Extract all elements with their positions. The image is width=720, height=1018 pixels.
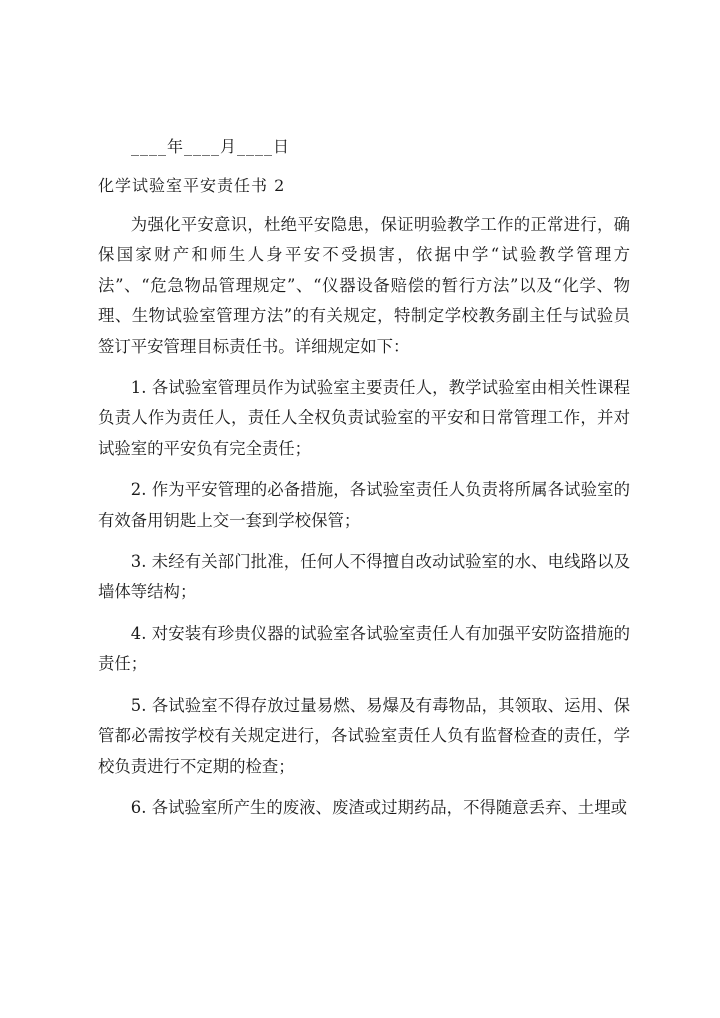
date-line: ____年____月____日 bbox=[131, 137, 291, 156]
intro-paragraph: 为强化平安意识，杜绝平安隐患，保证明验教学工作的正常进行，确保国家财产和师生人身平安不受损害，依据中学“试验教学管理方法”、“危急物品管理规定”、“仪器设备赔偿的暂行方法”以及“化学、物理、生物试验室管理方法”的有关规定，特制定学校教务副主任与试验员签订平安管理目标责任书。详细规定如下： bbox=[98, 215, 630, 356]
rule-paragraph-5: 5. 各试验室不得存放过量易燃、易爆及有毒物品，其领取、运用、保管都必需按学校有关规定进行，各试验室责任人负有监督检查的责任，学校负责进行不定期的检查； bbox=[98, 695, 630, 776]
rule-paragraph-1: 1. 各试验室管理员作为试验室主要责任人，教学试验室由相关性课程负责人作为责任人，责任人全权负责试验室的平安和日常管理工作，并对试验室的平安负有完全责任； bbox=[98, 378, 630, 458]
document-title: 化学试验室平安责任书 2 bbox=[98, 176, 286, 195]
rule-paragraph-4: 4. 对安装有珍贵仪器的试验室各试验室责任人有加强平安防盗措施的责任； bbox=[98, 623, 630, 674]
rule-paragraph-2: 2. 作为平安管理的必备措施，各试验室责任人负责将所属各试验室的有效备用钥匙上交一套到学校保管； bbox=[98, 480, 630, 530]
rule-paragraph-3: 3. 未经有关部门批准，任何人不得擅自改动试验室的水、电线路以及墙体等结构； bbox=[98, 552, 630, 602]
rule-paragraph-6: 6. 各试验室所产生的废液、废渣或过期药品，不得随意丢弃、土埋或 bbox=[130, 797, 627, 817]
document-body bbox=[98, 210, 630, 834]
